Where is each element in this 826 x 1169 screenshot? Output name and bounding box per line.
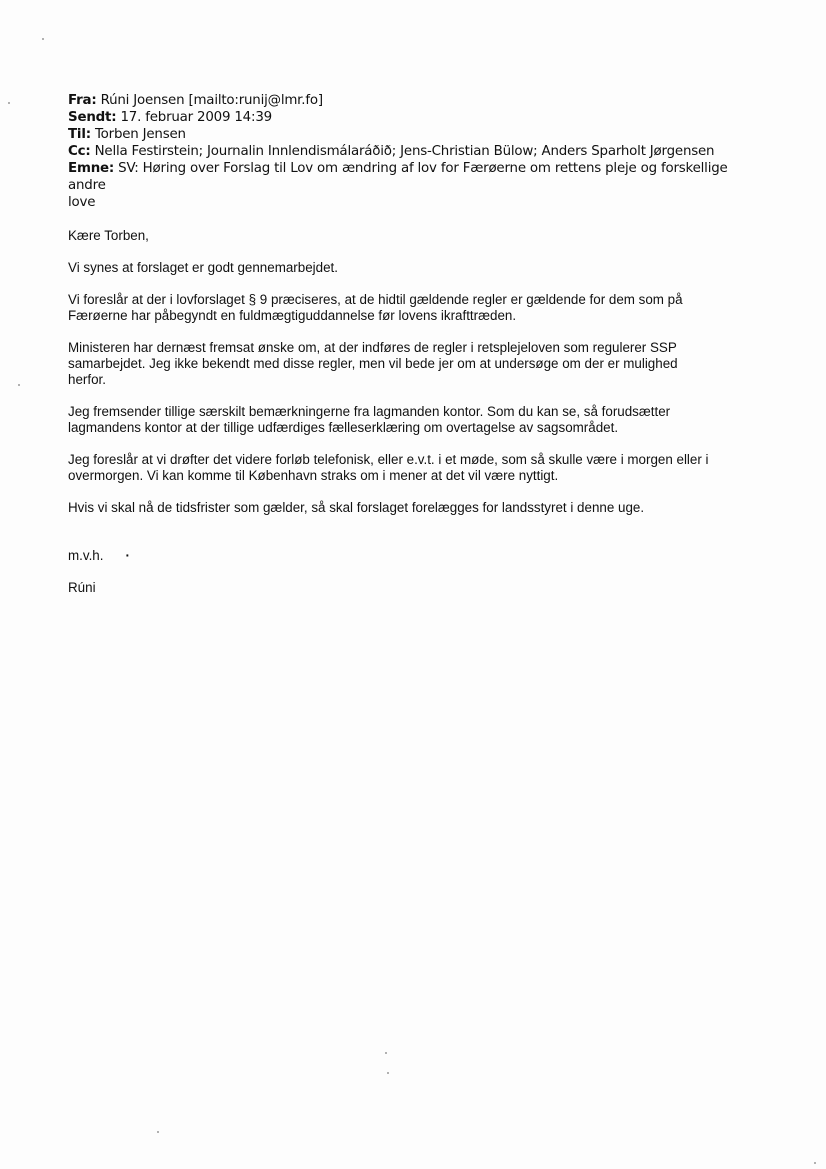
greeting: Kære Torben, [68, 228, 149, 243]
email-body [68, 228, 758, 596]
stray-dot: · [125, 548, 130, 563]
paragraph-1: Vi synes at forslaget er godt gennemarbejdet. [68, 260, 338, 275]
cc-value: Nella Festirstein; Journalin Innlendismálaráðið; Jens-Christian Bülow; Anders Sparholt Jørgensen [94, 144, 715, 159]
subject-row-cont [68, 194, 758, 211]
to-row [68, 126, 758, 143]
cc-row [68, 143, 758, 160]
paragraph-4 [68, 404, 758, 436]
from-value: Rúni Joensen [mailto:runij@lmr.fo] [100, 93, 323, 108]
paragraph-3-line-2: samarbejdet. Jeg ikke bekendt med disse regler, men vil bede jer om at undersøge om der er mulighed [68, 356, 678, 371]
paragraph-3-line-1: Ministeren har dernæst fremsat ønske om, at der indføres de regler i retsplejeloven som regulerer SSP [68, 340, 677, 355]
cc-label: Cc: [68, 144, 91, 159]
closing-text: m.v.h. [68, 548, 104, 563]
subject-row [68, 160, 758, 194]
scan-speck [18, 384, 20, 386]
paragraph-5-line-2: overmorgen. Vi kan komme til København straks om i mener at det vil være nyttigt. [68, 468, 559, 483]
closing [68, 548, 758, 564]
sent-value: 17. februar 2009 14:39 [120, 110, 272, 125]
sent-row [68, 109, 758, 126]
scan-speck [8, 102, 10, 104]
sent-label: Sendt: [68, 110, 117, 125]
scan-speck [814, 1162, 816, 1164]
paragraph-5-line-1: Jeg foreslår at vi drøfter det videre forløb telefonisk, eller e.v.t. i et møde, som så skulle være i morgen eller i [68, 452, 709, 467]
scan-speck [42, 38, 44, 40]
paragraph-4-line-1: Jeg fremsender tillige særskilt bemærkningerne fra lagmanden kontor. Som du kan se, så forudsætter [68, 404, 671, 419]
subject-value: SV: Høring over Forslag til Lov om ændring af lov for Færøerne om rettens pleje og forskellige andre [68, 161, 728, 193]
paragraph-4-line-2: lagmandens kontor at der tillige udfærdiges fælleserklæring om overtagelse av sagsområdet. [68, 420, 619, 435]
paragraph-6: Hvis vi skal nå de tidsfrister som gælder, så skal forslaget forelægges for landsstyret i denne uge. [68, 500, 645, 515]
from-label: Fra: [68, 93, 97, 108]
paragraph-5 [68, 452, 758, 484]
scan-speck [157, 1131, 159, 1133]
paragraph-2-line-2: Færøerne har påbegyndt en fuldmægtiguddannelse før lovens ikrafttræden. [68, 308, 517, 323]
paragraph-3 [68, 340, 758, 388]
email-header [68, 92, 758, 211]
scan-speck [385, 1052, 387, 1054]
scan-speck [387, 1072, 389, 1074]
from-row [68, 92, 758, 109]
paragraph-2 [68, 292, 758, 324]
paragraph-2-line-1: Vi foreslår at der i lovforslaget § 9 præciseres, at de hidtil gældende regler er gældende for dem som på [68, 292, 683, 307]
paragraph-3-line-3: herfor. [68, 372, 106, 387]
to-value: Torben Jensen [94, 127, 186, 142]
subject-label: Emne: [68, 161, 115, 176]
subject-value-cont: love [68, 195, 96, 210]
to-label: Til: [68, 127, 91, 142]
signature: Rúni [68, 580, 96, 595]
